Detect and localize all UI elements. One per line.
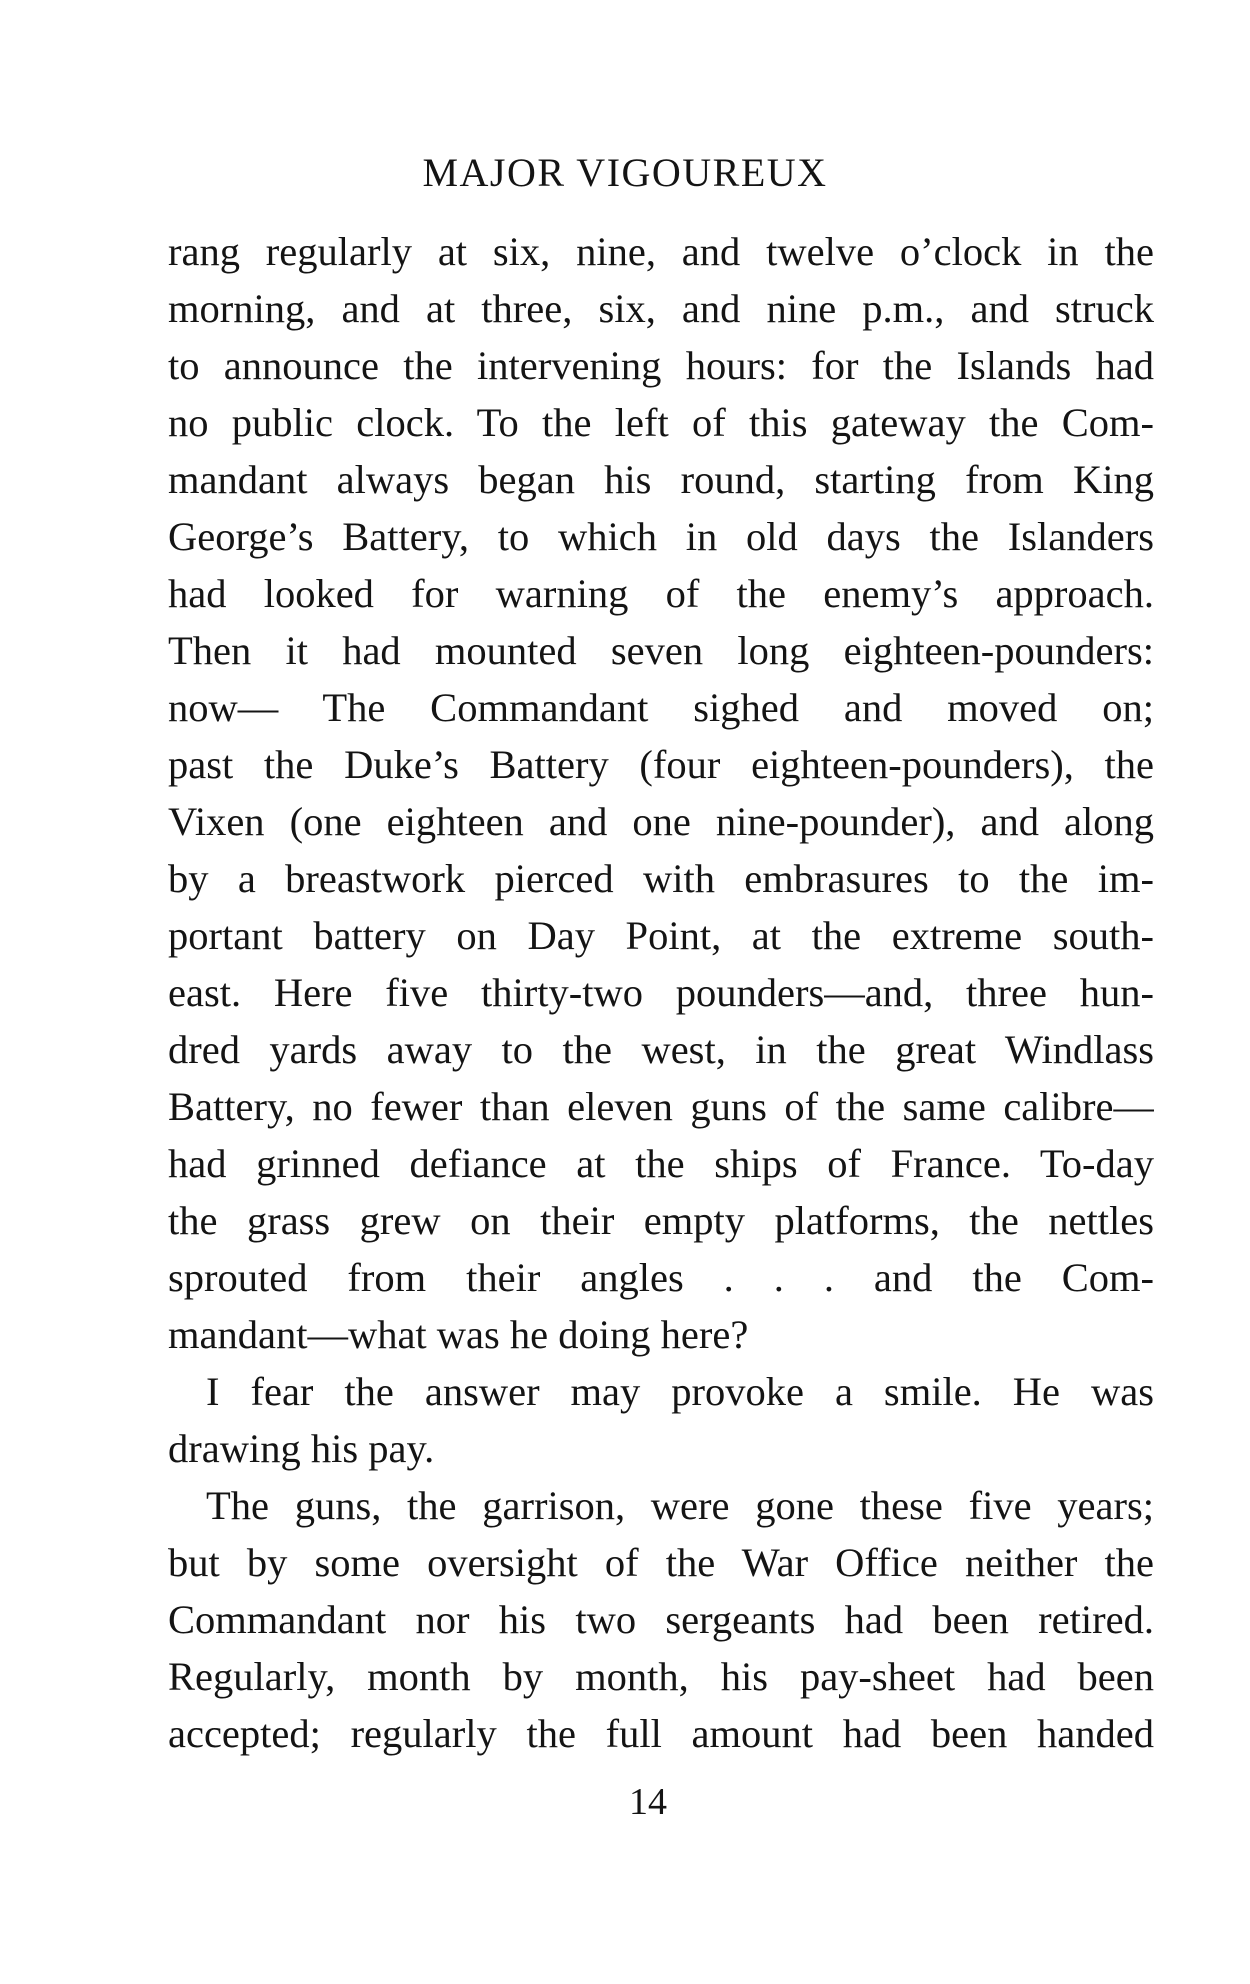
text-line: dred yards away to the west, in the great Windlass bbox=[168, 1027, 1154, 1072]
text-line: Regularly, month by month, his pay-sheet had been bbox=[168, 1654, 1154, 1699]
running-head: MAJOR VIGOUREUX bbox=[422, 150, 828, 195]
text-line: Vixen (one eighteen and one nine-pounder), and along bbox=[168, 799, 1154, 844]
text-line: Commandant nor his two sergeants had been retired. bbox=[168, 1597, 1154, 1642]
text-line: now— The Commandant sighed and moved on; bbox=[168, 685, 1154, 730]
text-line: George’s Battery, to which in old days the Islanders bbox=[168, 514, 1154, 559]
text-line: mandant—what was he doing here? bbox=[168, 1312, 749, 1357]
page-number: 14 bbox=[629, 1781, 667, 1823]
text-line: accepted; regularly the full amount had been handed bbox=[168, 1711, 1154, 1756]
text-line: had looked for warning of the enemy’s approach. bbox=[168, 571, 1154, 616]
text-line: the grass grew on their empty platforms, the nettles bbox=[168, 1198, 1154, 1243]
text-line: by a breastwork pierced with embrasures to the im- bbox=[168, 856, 1154, 901]
text-line: east. Here five thirty-two pounders—and, three hun- bbox=[168, 970, 1154, 1015]
paragraph bbox=[168, 223, 1154, 1363]
paragraph bbox=[168, 1477, 1154, 1762]
text-line: but by some oversight of the War Office neither the bbox=[168, 1540, 1154, 1585]
text-line: The guns, the garrison, were gone these five years; bbox=[206, 1483, 1154, 1528]
text-line: sprouted from their angles . . . and the Com- bbox=[168, 1255, 1154, 1300]
text-line: I fear the answer may provoke a smile. He was bbox=[206, 1369, 1154, 1414]
text-line: past the Duke’s Battery (four eighteen-pounders), the bbox=[168, 742, 1154, 787]
text-line: drawing his pay. bbox=[168, 1426, 435, 1471]
text-line: portant battery on Day Point, at the extreme south- bbox=[168, 913, 1154, 958]
text-line: to announce the intervening hours: for the Islands had bbox=[168, 343, 1154, 388]
paragraph bbox=[168, 1363, 1154, 1477]
text-line: mandant always began his round, starting from King bbox=[168, 457, 1154, 502]
text-line: no public clock. To the left of this gateway the Com- bbox=[168, 400, 1154, 445]
text-line: rang regularly at six, nine, and twelve o’clock in the bbox=[168, 229, 1154, 274]
text-line: Then it had mounted seven long eighteen-pounders: bbox=[168, 628, 1154, 673]
text-line: had grinned defiance at the ships of France. To-day bbox=[168, 1141, 1154, 1186]
body-text bbox=[168, 223, 1154, 1762]
text-line: Battery, no fewer than eleven guns of the same calibre— bbox=[168, 1084, 1154, 1129]
text-line: morning, and at three, six, and nine p.m., and struck bbox=[168, 286, 1154, 331]
